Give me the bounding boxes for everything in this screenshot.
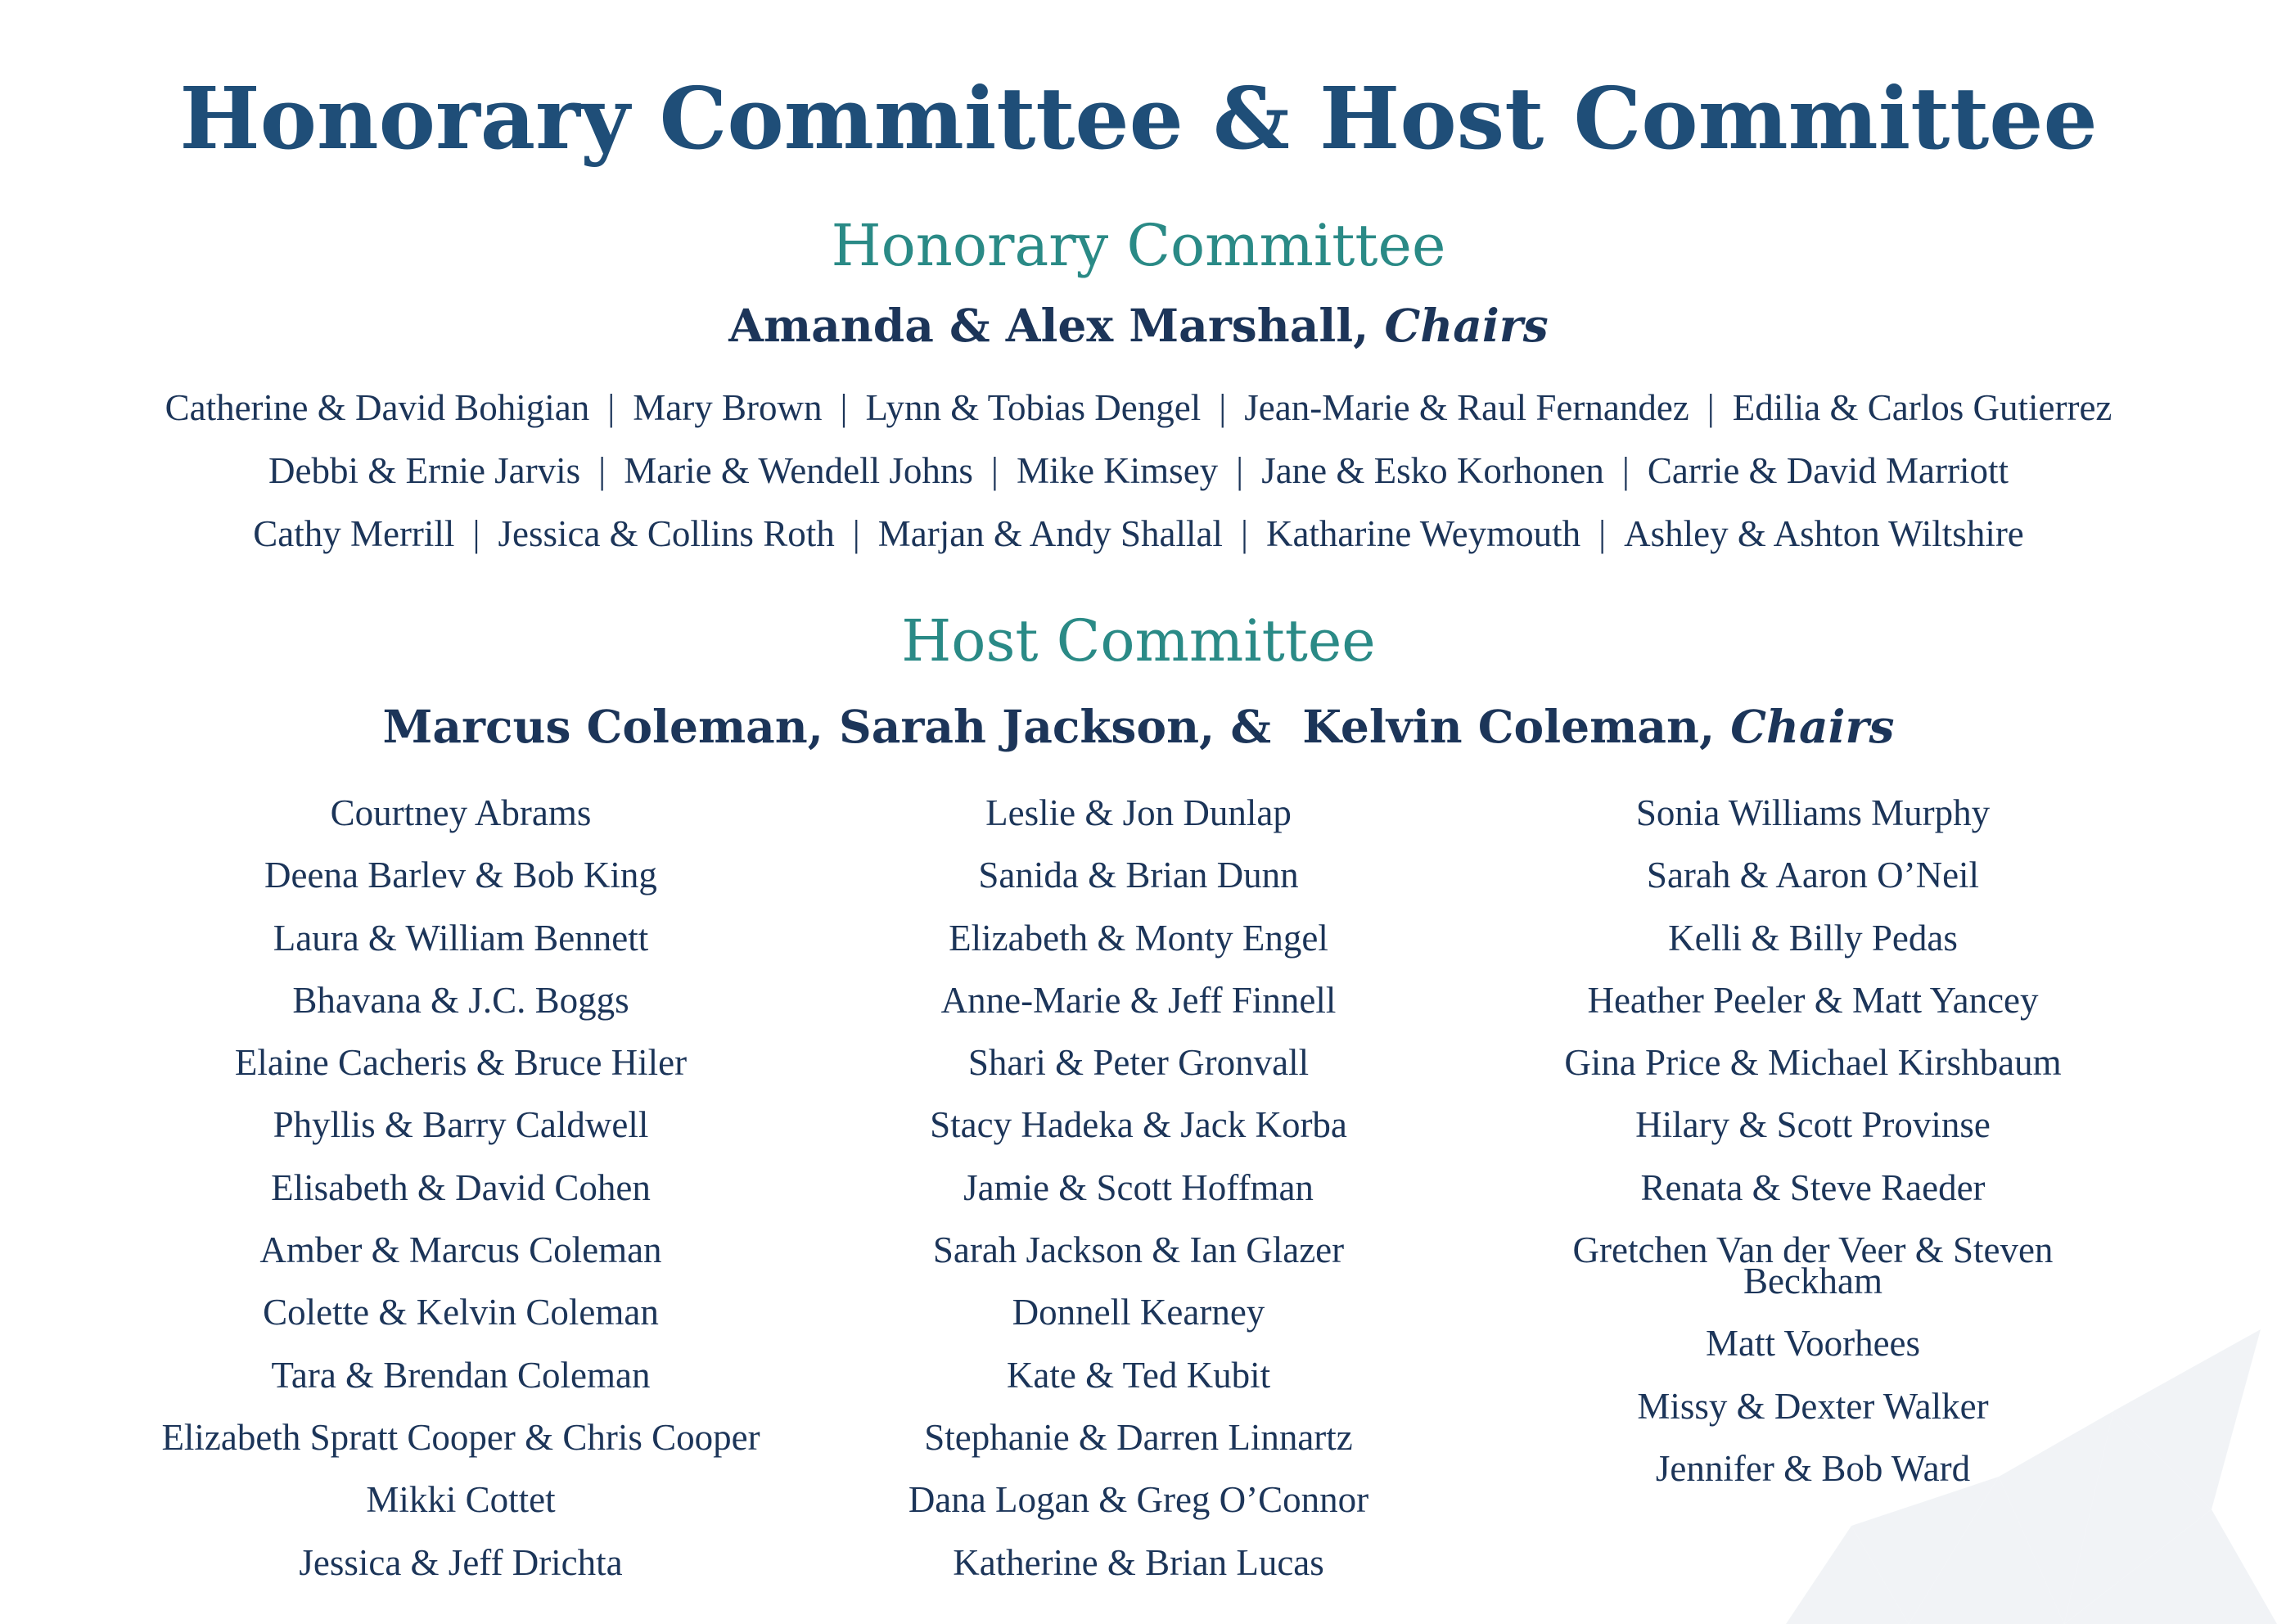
host-column-2 xyxy=(795,782,1482,1594)
host-member: Elaine Cacheris & Bruce Hiler xyxy=(234,1042,688,1084)
honorary-member: Marjan & Andy Shallal xyxy=(877,513,1223,554)
honorary-member: Katharine Weymouth xyxy=(1265,513,1581,554)
host-member: Leslie & Jon Dunlap xyxy=(985,792,1292,833)
host-member: Jessica & Jeff Drichta xyxy=(299,1541,623,1583)
host-member: Sanida & Brian Dunn xyxy=(978,855,1299,896)
honorary-line-3 xyxy=(0,503,2277,566)
host-chairs-names: Marcus Coleman, Sarah Jackson, & Kelvin Coleman, xyxy=(382,700,1731,753)
separator: | xyxy=(1621,450,1630,491)
host-member: Kelli & Billy Pedas xyxy=(1668,917,1958,959)
host-member: Bhavana & J.C. Boggs xyxy=(292,979,629,1021)
host-member: Gina Price & Michael Kirshbaum xyxy=(1564,1042,2062,1084)
honorary-member: Mike Kimsey xyxy=(1016,450,1219,491)
honorary-member: Lynn & Tobias Dengel xyxy=(865,387,1202,428)
host-member: Kate & Ted Kubit xyxy=(1006,1354,1271,1396)
honorary-member: Jessica & Collins Roth xyxy=(498,513,835,554)
separator: | xyxy=(852,513,860,554)
separator: | xyxy=(1236,450,1244,491)
separator: | xyxy=(1219,387,1227,428)
honorary-member: Debbi & Ernie Jarvis xyxy=(268,450,581,491)
host-member: Hilary & Scott Provinse xyxy=(1635,1104,1991,1146)
host-member: Sarah & Aaron O’Neil xyxy=(1646,855,1980,896)
separator: | xyxy=(1598,513,1607,554)
host-member: Elizabeth & Monty Engel xyxy=(949,917,1328,959)
host-members xyxy=(0,782,2277,1608)
host-member: Anne-Marie & Jeff Finnell xyxy=(940,979,1337,1021)
host-member: Gretchen Van der Veer & Steven Beckham xyxy=(1572,1229,2054,1302)
separator: | xyxy=(472,513,480,554)
honorary-member: Ashley & Ashton Wiltshire xyxy=(1624,513,2024,554)
separator: | xyxy=(1707,387,1715,428)
honorary-member: Catherine & David Bohigian xyxy=(165,387,590,428)
host-member: Jennifer & Bob Ward xyxy=(1655,1447,1971,1489)
host-member: Deena Barlev & Bob King xyxy=(264,855,657,896)
separator: | xyxy=(840,387,848,428)
host-member: Mikki Cottet xyxy=(366,1479,556,1521)
honorary-member: Cathy Merrill xyxy=(253,513,455,554)
host-member: Shari & Peter Gronvall xyxy=(967,1042,1310,1084)
honorary-member: Edilia & Carlos Gutierrez xyxy=(1732,387,2112,428)
host-member: Courtney Abrams xyxy=(330,792,592,833)
host-member: Sonia Williams Murphy xyxy=(1635,792,1991,833)
host-member: Dana Logan & Greg O’Connor xyxy=(908,1479,1369,1521)
host-chairs-line xyxy=(0,694,2277,760)
host-member: Stephanie & Darren Linnartz xyxy=(924,1416,1353,1458)
honorary-chairs-line xyxy=(0,293,2277,359)
honorary-member: Jane & Esko Korhonen xyxy=(1261,450,1604,491)
host-member: Stacy Hadeka & Jack Korba xyxy=(930,1104,1347,1146)
honorary-member: Marie & Wendell Johns xyxy=(624,450,973,491)
host-column-3 xyxy=(1469,782,2157,1500)
host-member: Katherine & Brian Lucas xyxy=(953,1541,1324,1583)
host-member: Renata & Steve Raeder xyxy=(1640,1166,1986,1208)
host-member: Tara & Brendan Coleman xyxy=(271,1354,651,1396)
separator: | xyxy=(990,450,999,491)
host-member: Sarah Jackson & Ian Glazer xyxy=(932,1229,1345,1271)
host-column-1 xyxy=(117,782,805,1594)
host-chairs-suffix: Chairs xyxy=(1730,700,1895,753)
host-member: Colette & Kelvin Coleman xyxy=(263,1292,659,1333)
honorary-committee-heading: Honorary Committee xyxy=(831,212,1446,279)
honorary-chairs-suffix: Chairs xyxy=(1384,299,1549,352)
honorary-member: Jean-Marie & Raul Fernandez xyxy=(1244,387,1689,428)
host-committee-heading: Host Committee xyxy=(901,607,1376,674)
host-member: Laura & William Bennett xyxy=(273,917,649,959)
host-member: Donnell Kearney xyxy=(1012,1292,1265,1333)
host-member: Elizabeth Spratt Cooper & Chris Cooper xyxy=(161,1416,760,1458)
page-title: Honorary Committee & Host Committee xyxy=(179,68,2098,169)
honorary-member: Carrie & David Marriott xyxy=(1647,450,2009,491)
host-member: Amber & Marcus Coleman xyxy=(259,1229,662,1271)
host-member: Jamie & Scott Hoffman xyxy=(963,1166,1314,1208)
host-member: Phyllis & Barry Caldwell xyxy=(273,1104,649,1146)
honorary-line-1 xyxy=(0,377,2277,440)
honorary-line-2 xyxy=(0,440,2277,503)
host-member: Matt Voorhees xyxy=(1705,1323,1921,1365)
honorary-member: Mary Brown xyxy=(633,387,823,428)
separator: | xyxy=(607,387,615,428)
host-member: Heather Peeler & Matt Yancey xyxy=(1587,979,2039,1021)
host-member: Elisabeth & David Cohen xyxy=(271,1166,651,1208)
separator: | xyxy=(598,450,606,491)
honorary-chairs-names: Amanda & Alex Marshall, xyxy=(728,299,1385,352)
host-member: Missy & Dexter Walker xyxy=(1637,1385,1989,1427)
honorary-members xyxy=(0,377,2277,566)
separator: | xyxy=(1240,513,1248,554)
